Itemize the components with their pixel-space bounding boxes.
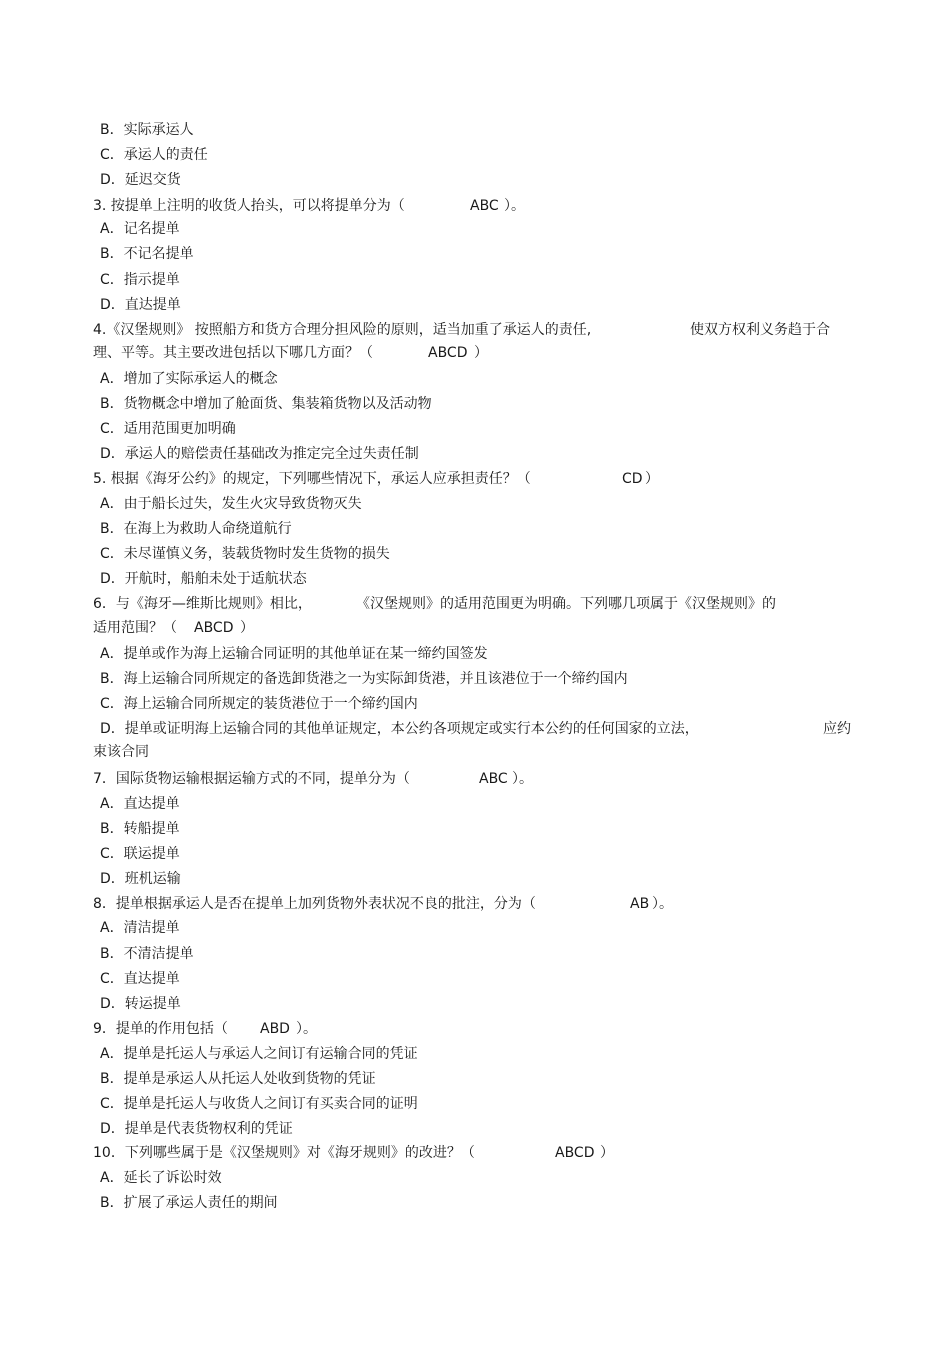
option-line: B．转船提单 [100, 821, 180, 837]
answer-text: ABCD [555, 1145, 595, 1161]
option-line: A．由于船长过失，发生火灾导致货物灭失 [100, 496, 362, 512]
question-tail: ） [474, 345, 488, 361]
question-tail: ）。 [296, 1021, 317, 1037]
option-line: D．转运提单 [100, 996, 181, 1012]
option-line: B．在海上为救助人命绕道航行 [100, 521, 292, 537]
option-line: A．清洁提单 [100, 920, 180, 936]
question-tail: ） [600, 1145, 614, 1161]
option-line: C．指示提单 [100, 272, 180, 288]
answer-text: AB [630, 896, 650, 912]
answer-text: ABCD [428, 345, 468, 361]
question-line: 7．国际货物运输根据运输方式的不同，提单分为（ [93, 771, 410, 787]
question-tail: ）。 [504, 198, 525, 214]
question-line: 5. 根据《海牙公约》的规定，下列哪些情况下，承运人应承担责任？（ [93, 471, 531, 487]
option-line: B．不清洁提单 [100, 946, 194, 962]
option-tail: 应约 [823, 721, 851, 737]
option-line: A．记名提单 [100, 221, 180, 237]
question-line: 束该合同 [93, 744, 149, 760]
option-line: A．增加了实际承运人的概念 [100, 371, 278, 387]
answer-text: ABD [260, 1021, 290, 1037]
question-tail: ） [645, 471, 659, 487]
question-line: 9．提单的作用包括（ [93, 1021, 228, 1037]
answer-text: ABC [479, 771, 508, 787]
option-line: D．延迟交货 [100, 172, 181, 188]
question-line: 10．下列哪些属于是《汉堡规则》对《海牙规则》的改进？（ [93, 1145, 475, 1161]
option-line: A．提单或作为海上运输合同证明的其他单证在某一缔约国签发 [100, 646, 488, 662]
option-line: B．提单是承运人从托运人处收到货物的凭证 [100, 1071, 376, 1087]
option-line: C．未尽谨慎义务，装载货物时发生货物的损失 [100, 546, 390, 562]
option-line: A．提单是托运人与承运人之间订有运输合同的凭证 [100, 1046, 418, 1062]
option-line: D．承运人的赔偿责任基础改为推定完全过失责任制 [100, 446, 419, 462]
option-line: C．提单是托运人与收货人之间订有买卖合同的证明 [100, 1096, 418, 1112]
question-line: 3. 按提单上注明的收货人抬头，可以将提单分为（ [93, 198, 405, 214]
option-line: C．适用范围更加明确 [100, 421, 236, 437]
question-line: 理、平等。其主要改进包括以下哪几方面？（ [93, 345, 373, 361]
question-line: 8．提单根据承运人是否在提单上加列货物外表状况不良的批注，分为（ [93, 896, 536, 912]
option-line: C．海上运输合同所规定的装货港位于一个缔约国内 [100, 696, 418, 712]
question-line: 适用范围？（ [93, 620, 177, 636]
question-tail: ）。 [512, 771, 533, 787]
answer-text: ABCD [194, 620, 234, 636]
option-line: B．海上运输合同所规定的备选卸货港之一为实际卸货港，并且该港位于一个缔约国内 [100, 671, 628, 687]
option-line: C．承运人的责任 [100, 147, 208, 163]
answer-text: ABC [470, 198, 499, 214]
option-line: D．提单或证明海上运输合同的其他单证规定，本公约各项规定或实行本公约的任何国家的立法， [100, 721, 699, 737]
option-line: D．班机运输 [100, 871, 181, 887]
question-tail: 使双方权利义务趋于合 [690, 322, 830, 338]
option-line: B．货物概念中增加了舱面货、集装箱货物以及活动物 [100, 396, 432, 412]
question-tail: 《汉堡规则》的适用范围更为明确。下列哪几项属于《汉堡规则》的 [356, 596, 776, 612]
option-line: B．扩展了承运人责任的期间 [100, 1195, 278, 1211]
question-tail: ） [240, 620, 254, 636]
option-line: D．开航时，船舶未处于适航状态 [100, 571, 307, 587]
answer-text: CD [622, 471, 643, 487]
option-line: D．提单是代表货物权利的凭证 [100, 1121, 293, 1137]
option-line: C．直达提单 [100, 971, 180, 987]
option-line: B．实际承运人 [100, 122, 194, 138]
option-line: A．延长了诉讼时效 [100, 1170, 222, 1186]
option-line: A．直达提单 [100, 796, 180, 812]
question-line: 4.《汉堡规则》 按照船方和货方合理分担风险的原则，适当加重了承运人的责任, [93, 322, 592, 338]
option-line: D．直达提单 [100, 297, 181, 313]
option-line: C．联运提单 [100, 846, 180, 862]
option-line: B．不记名提单 [100, 246, 194, 262]
question-tail: ）。 [652, 896, 673, 912]
question-line: 6．与《海牙—维斯比规则》相比， [93, 596, 312, 612]
